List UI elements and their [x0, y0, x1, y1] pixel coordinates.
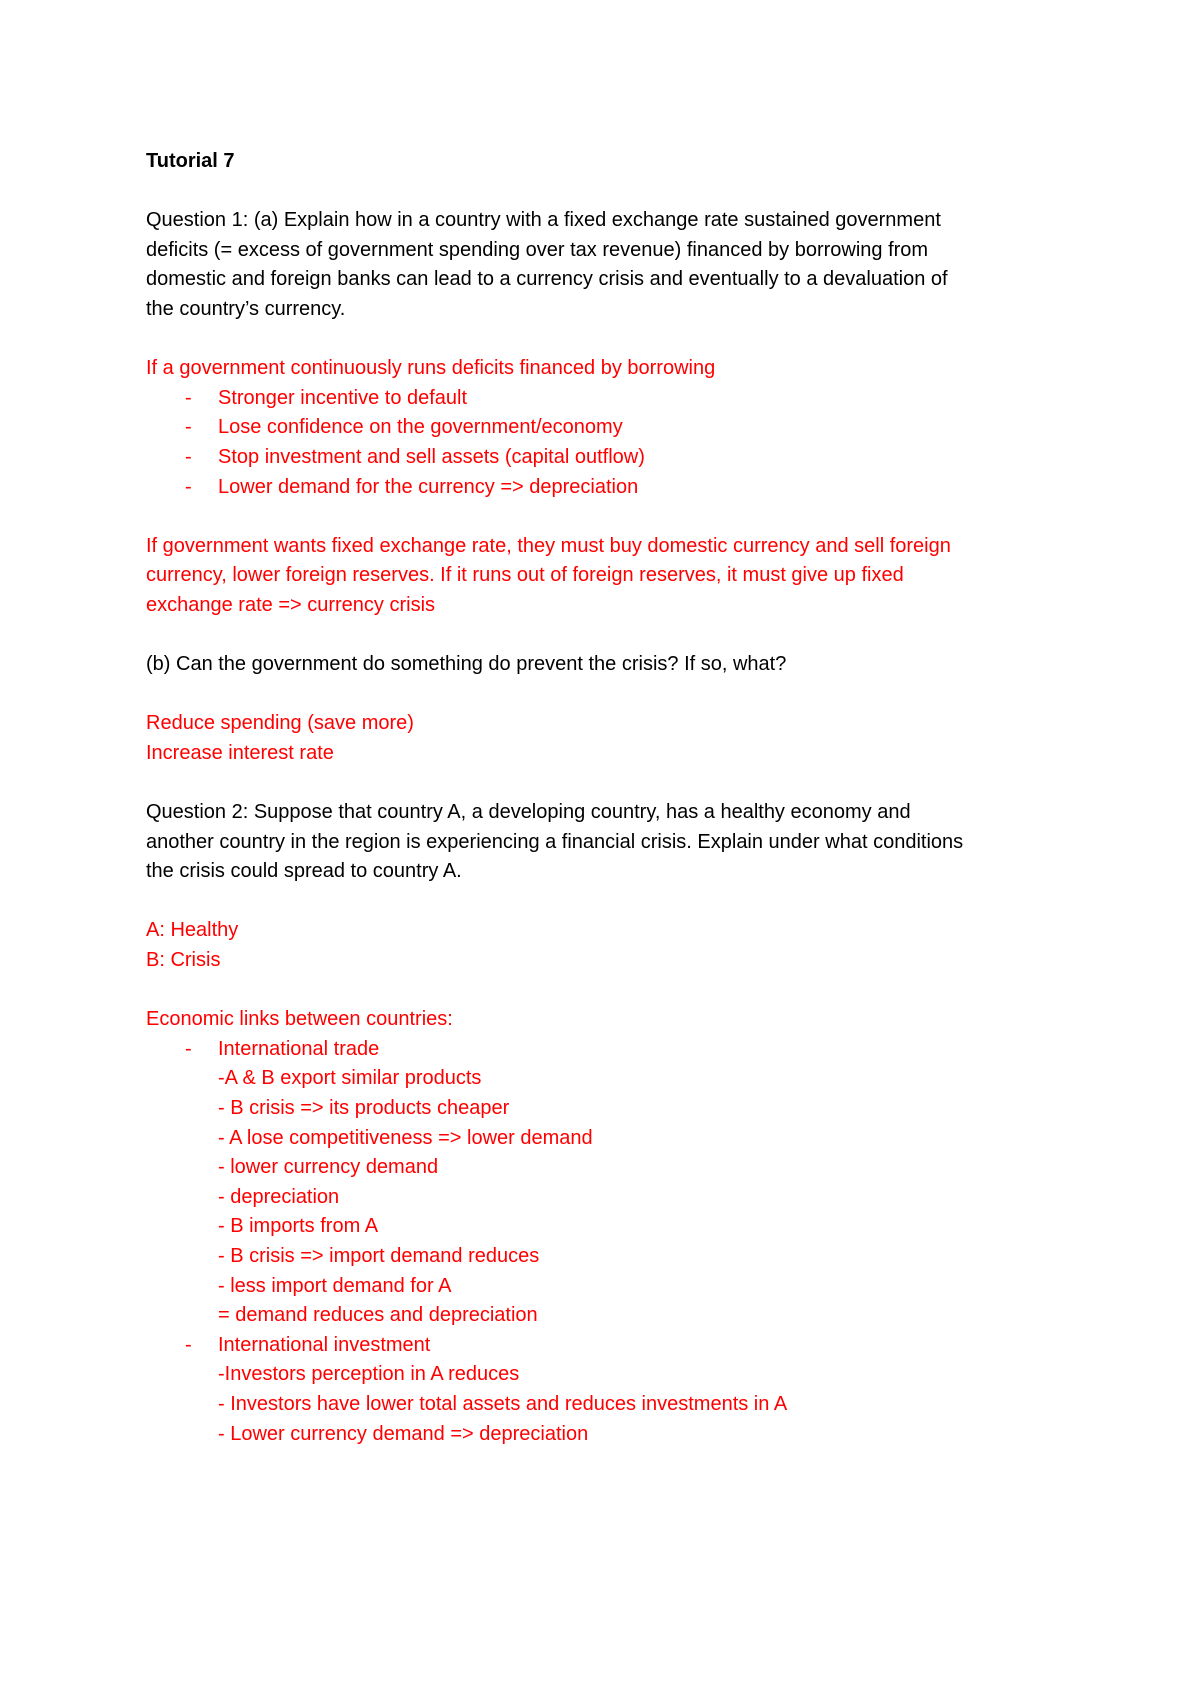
answer-1a-bullet [146, 384, 1086, 414]
answer-2-label: B: Crisis [146, 949, 221, 972]
bullet-text: International trade [218, 1037, 380, 1060]
document-title: Tutorial 7 [146, 150, 235, 172]
answer-2-label: A: Healthy [146, 919, 239, 942]
bullet-dash: - [185, 416, 192, 439]
spacer [146, 768, 1086, 798]
trade-subitem: - B imports from A [218, 1215, 379, 1238]
trade-subitem: - less import demand for A [218, 1274, 452, 1297]
spacer [146, 976, 1086, 1006]
question-1a-line: Question 1: (a) Explain how in a country with a fixed exchange rate sustained government [146, 209, 941, 232]
bullet-text: Lose confidence on the government/economy [218, 416, 623, 439]
answer-1a-bullet [146, 473, 1086, 503]
trade-subitem: - B crisis => import demand reduces [218, 1244, 540, 1267]
investment-subitem: - Investors have lower total assets and reduces investments in A [218, 1392, 788, 1415]
answer-2-bullet-trade [146, 1035, 1086, 1065]
trade-subitem: -A & B export similar products [218, 1067, 482, 1090]
investment-subitem: - Lower currency demand => depreciation [218, 1422, 589, 1445]
bullet-text: International investment [218, 1333, 431, 1356]
spacer [146, 887, 1086, 917]
question-2-line: Question 2: Suppose that country A, a developing country, has a healthy economy and [146, 801, 911, 824]
spacer [146, 177, 1086, 207]
trade-subitem: = demand reduces and depreciation [218, 1304, 538, 1327]
bullet-text: Stronger incentive to default [218, 386, 468, 409]
bullet-dash: - [185, 1037, 192, 1060]
bullet-dash: - [185, 1333, 192, 1356]
bullet-dash: - [185, 475, 192, 498]
question-2-line: the crisis could spread to country A. [146, 860, 462, 883]
answer-2-bullet-investment [146, 1331, 1086, 1361]
trade-subitem: - B crisis => its products cheaper [218, 1097, 510, 1119]
spacer [146, 621, 1086, 651]
question-2-line: another country in the region is experiencing a financial crisis. Explain under what conditions [146, 830, 964, 853]
answer-1a-bullet [146, 443, 1086, 473]
bullet-dash: - [185, 386, 192, 409]
investment-subitem: -Investors perception in A reduces [218, 1363, 520, 1386]
spacer [146, 502, 1086, 532]
answer-1a-intro: If a government continuously runs deficits financed by borrowing [146, 357, 716, 380]
document-page [146, 147, 1086, 1449]
trade-subitem: - depreciation [218, 1185, 340, 1208]
bullet-text: Stop investment and sell assets (capital outflow) [218, 445, 645, 468]
bullet-dash: - [185, 445, 192, 468]
answer-1a-paragraph-line: exchange rate => currency crisis [146, 593, 436, 616]
answer-1b-line: Reduce spending (save more) [146, 712, 414, 735]
trade-subitem: - lower currency demand [218, 1156, 439, 1179]
answer-1a-bullet [146, 413, 1086, 443]
spacer [146, 325, 1086, 355]
bullet-text: Lower demand for the currency => depreciation [218, 475, 639, 498]
question-1b: (b) Can the government do something do prevent the crisis? If so, what? [146, 653, 787, 676]
answer-2-links-heading: Economic links between countries: [146, 1008, 453, 1031]
spacer [146, 680, 1086, 710]
trade-subitem: - A lose competitiveness => lower demand [218, 1126, 593, 1149]
question-1a-line: the country’s currency. [146, 297, 346, 320]
answer-1a-paragraph-line: If government wants fixed exchange rate, they must buy domestic currency and sell foreign [146, 534, 951, 557]
question-1a-line: domestic and foreign banks can lead to a currency crisis and eventually to a devaluation of [146, 268, 948, 291]
answer-1b-line: Increase interest rate [146, 741, 334, 764]
question-1a-line: deficits (= excess of government spending over tax revenue) financed by borrowing from [146, 238, 929, 261]
answer-1a-paragraph-line: currency, lower foreign reserves. If it runs out of foreign reserves, it must give up fixed [146, 564, 904, 587]
